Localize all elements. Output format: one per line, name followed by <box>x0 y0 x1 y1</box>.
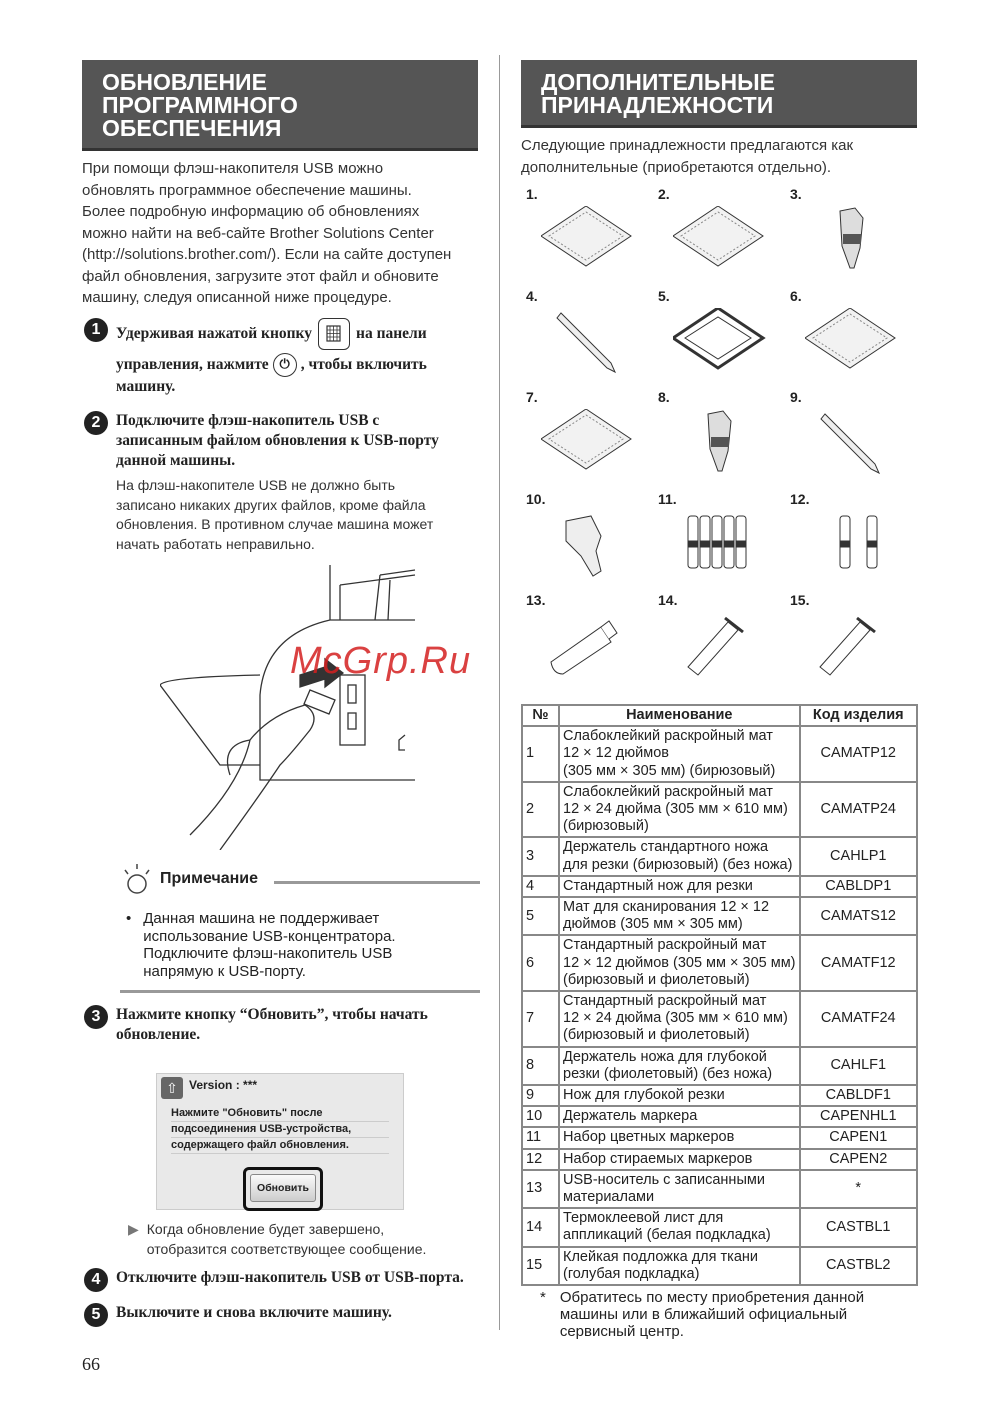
text-line: (305 мм × 305 мм) (бирюзовый) <box>563 762 776 779</box>
table-row <box>522 991 917 1047</box>
cell-name <box>559 782 800 838</box>
accessory-sheet-icon <box>805 612 900 682</box>
column-header-name: Наименование <box>559 705 800 726</box>
cell-name <box>559 1149 800 1170</box>
text-line: Слабоклейкий раскройный мат <box>563 728 773 745</box>
accessory-holder-icon <box>805 206 900 276</box>
cell-name <box>559 897 800 935</box>
cell-name <box>559 991 800 1047</box>
accessory-pens-icon <box>673 511 768 581</box>
cell-number: 12 <box>522 1149 559 1170</box>
section-title-software-update <box>82 60 478 151</box>
cell-name <box>559 1106 800 1127</box>
cell-number: 14 <box>522 1208 559 1246</box>
usb-insertion-illustration <box>160 565 420 850</box>
step-text: машину. <box>116 378 176 395</box>
accessory-item <box>658 491 768 586</box>
step-number: 2 <box>84 411 108 435</box>
note-rule <box>120 990 480 993</box>
accessory-item <box>526 491 636 586</box>
text-line: использование USB-концентратора. <box>143 927 396 945</box>
cell-number: 2 <box>522 782 559 838</box>
accessory-usb-icon <box>541 612 636 682</box>
table-row <box>522 1047 917 1085</box>
text-line: отобразится соответствующее сообщение. <box>146 1240 427 1257</box>
intro-paragraph <box>82 158 482 309</box>
table-row <box>522 876 917 897</box>
text-line: Нажмите "Обновить" после <box>171 1106 389 1122</box>
text-line: Стандартный нож для резки <box>563 877 753 894</box>
text-line: Слабоклейкий раскройный мат <box>563 783 773 800</box>
text-line: дюймов (305 мм × 305 мм) <box>563 916 743 933</box>
table-row <box>522 1149 917 1170</box>
text-line: Клейкая подложка для ткани <box>563 1248 758 1265</box>
accessory-sheet-icon <box>673 612 768 682</box>
title-line: ОБНОВЛЕНИЕ <box>102 69 267 95</box>
accessory-mat-icon <box>541 206 636 276</box>
grid-button-icon <box>318 318 350 350</box>
text-line: Мат для сканирования 12 × 12 <box>563 899 770 916</box>
step-number: 1 <box>84 318 108 342</box>
triangle-arrow-icon: ▶ <box>128 1221 139 1237</box>
step-text: , чтобы включить <box>300 356 427 373</box>
step-text: Отключите флэш-накопитель USB от USB-порта. <box>116 1269 464 1286</box>
accessory-item <box>526 592 636 687</box>
column-divider <box>499 55 500 1330</box>
accessory-number: 9. <box>790 389 802 405</box>
text-line: (бирюзовый и фиолетовый) <box>563 971 750 988</box>
accessory-blade-icon <box>541 308 636 378</box>
table-row <box>522 1085 917 1106</box>
footnote <box>540 1289 921 1340</box>
title-line: ОБЕСПЕЧЕНИЯ <box>102 115 282 141</box>
cell-code: * <box>800 1170 917 1208</box>
accessory-number: 8. <box>658 389 670 405</box>
text-line: Когда обновление будет завершено, <box>146 1221 385 1237</box>
accessory-number: 12. <box>790 490 810 507</box>
table-header-row <box>522 705 917 726</box>
table-row <box>522 935 917 991</box>
accessory-item <box>526 288 636 383</box>
accessory-item <box>658 592 768 687</box>
text-line: начать работать неправильно. <box>116 535 315 552</box>
accessory-item <box>790 288 900 383</box>
accessory-number: 13. <box>526 592 546 608</box>
step-1 <box>84 318 484 397</box>
step-2-detail <box>116 476 486 554</box>
table-row <box>522 1170 917 1208</box>
accessory-blade-icon <box>805 409 900 479</box>
table-row <box>522 782 917 838</box>
step-number: 5 <box>84 1303 108 1327</box>
table-row <box>522 837 917 875</box>
page-number: 66 <box>82 1354 100 1374</box>
cell-name <box>559 1247 800 1285</box>
step-number: 3 <box>84 1005 108 1029</box>
bullet-icon: • <box>126 910 132 927</box>
text-line: записано никаких других файлов, кроме файла <box>116 496 426 513</box>
step-text: Подключите флэш-накопитель USB с <box>116 412 380 429</box>
accessory-item <box>790 491 900 586</box>
accessory-item <box>790 389 900 484</box>
text-line: машину, следуя описанной ниже процедуре. <box>82 289 392 306</box>
accessory-mat-icon <box>673 206 768 276</box>
accessory-pens2-icon <box>805 511 900 581</box>
accessories-intro <box>521 135 921 178</box>
text-line: 12 × 12 дюймов <box>563 745 669 762</box>
cell-name <box>559 1170 800 1208</box>
cell-code: CAHLF1 <box>800 1047 917 1085</box>
note-title: Примечание <box>160 870 259 887</box>
accessory-item <box>658 288 768 383</box>
accessory-penholder-icon <box>541 511 636 581</box>
text-line: для резки (бирюзовый) (без ножа) <box>563 856 793 873</box>
cell-number: 8 <box>522 1047 559 1085</box>
cell-code: CABLDF1 <box>800 1085 917 1106</box>
cell-code: CAPEN2 <box>800 1149 917 1170</box>
note-item <box>126 910 480 980</box>
step-text: управления, нажмите <box>116 356 269 373</box>
accessory-mat-icon <box>805 308 900 378</box>
cell-number: 4 <box>522 876 559 897</box>
text-line: Термоклеевой лист для <box>563 1210 724 1227</box>
accessories-table-wrap <box>521 704 921 1340</box>
text-line: При помощи флэш-накопителя USB можно <box>82 160 384 177</box>
title-line: ПРОГРАММНОГО <box>102 92 298 118</box>
step-text: Нажмите кнопку “Обновить”, чтобы начать <box>116 1006 428 1023</box>
result-message <box>128 1220 426 1259</box>
cell-number: 5 <box>522 897 559 935</box>
text-line: обновления. В противном случае машина может <box>116 516 434 532</box>
cell-name <box>559 1085 800 1106</box>
accessories-table <box>521 704 918 1286</box>
step-text: данной машины. <box>116 452 236 469</box>
column-header-number: № <box>522 705 559 726</box>
text-line: аппликаций (белая подкладка) <box>563 1227 771 1244</box>
footnote-mark: * <box>540 1289 546 1307</box>
note-box <box>120 862 480 993</box>
cell-code: CASTBL2 <box>800 1247 917 1285</box>
text-line: дополнительные (приобретаются отдельно). <box>521 158 832 176</box>
accessory-number: 2. <box>658 186 670 202</box>
text-line: напрямую к USB-порту. <box>143 962 306 980</box>
step-2 <box>84 411 484 471</box>
text-line: Держатель ножа для глубокой <box>563 1048 767 1065</box>
table-row <box>522 1106 917 1127</box>
text-line: подсоединения USB-устройства, <box>171 1122 389 1138</box>
accessory-number: 7. <box>526 389 538 405</box>
cell-code: CAMATS12 <box>800 897 917 935</box>
step-text: Удерживая нажатой кнопку <box>116 325 313 342</box>
cell-code: CAMATF24 <box>800 991 917 1047</box>
accessory-number: 5. <box>658 287 670 304</box>
step-text: на панели <box>356 325 427 342</box>
text-line: Стандартный раскройный мат <box>563 937 767 954</box>
text-line: Держатель стандартного ножа <box>563 839 769 856</box>
table-row <box>522 1247 917 1285</box>
update-button-highlight <box>243 1167 323 1211</box>
text-line: Подключите флэш-накопитель USB <box>143 945 393 962</box>
text-line: 12 × 12 дюймов (305 мм × 305 мм) <box>563 954 796 971</box>
cell-number: 3 <box>522 837 559 875</box>
text-line: Следующие принадлежности предлагаются как <box>521 137 854 154</box>
step-4 <box>84 1268 494 1292</box>
text-line: содержащего файл обновления. <box>171 1138 389 1154</box>
text-line: Данная машина не поддерживает <box>143 910 380 927</box>
cell-number: 1 <box>522 726 559 782</box>
text-line: можно найти на веб-сайте Brother Solutions Center <box>82 224 434 242</box>
cell-name <box>559 935 800 991</box>
update-arrow-icon: ⇧ <box>161 1077 183 1099</box>
text-line: 12 × 24 дюйма (305 мм × 610 мм) <box>563 1010 788 1027</box>
step-number: 4 <box>84 1268 108 1292</box>
cell-name <box>559 876 800 897</box>
note-rule <box>274 881 480 884</box>
text-line: Нож для глубокой резки <box>563 1087 725 1104</box>
text-line: файл обновления, загрузите этот файл и обновите <box>82 267 439 285</box>
accessory-number: 6. <box>790 287 802 304</box>
cell-code: CAPEN1 <box>800 1127 917 1148</box>
text-line: (http://solutions.brother.com/). Если на сайте доступен <box>82 246 452 263</box>
accessory-item <box>790 592 900 687</box>
text-line: обновлять программное обеспечение машины. <box>82 181 412 199</box>
text-line: резки (фиолетовый) (без ножа) <box>563 1065 773 1082</box>
watermark: McGrp.Ru <box>290 640 472 682</box>
text-line: (бирюзовый) <box>563 818 649 835</box>
accessory-number: 11. <box>658 490 677 507</box>
text-line: USB-носитель с записанными <box>563 1171 765 1188</box>
cell-name <box>559 1208 800 1246</box>
step-text: записанным файлом обновления к USB-порту <box>116 432 439 449</box>
version-label: Version : *** <box>189 1078 258 1092</box>
text-line: Стандартный раскройный мат <box>563 993 767 1010</box>
step-3 <box>84 1005 484 1045</box>
table-row <box>522 1208 917 1246</box>
accessory-holder-icon <box>673 409 768 479</box>
title-line: ПРИНАДЛЕЖНОСТИ <box>541 92 774 118</box>
table-row <box>522 1127 917 1148</box>
text-line: На флэш-накопителе USB не должно быть <box>116 477 396 493</box>
cell-code: CAPENHL1 <box>800 1106 917 1127</box>
accessory-scanmat-icon <box>673 308 768 378</box>
power-button-icon: ⏻ <box>273 353 297 377</box>
text-line: (бирюзовый и фиолетовый) <box>563 1027 750 1044</box>
text-line: 12 × 24 дюйма (305 мм × 610 мм) <box>563 801 788 818</box>
cell-name <box>559 837 800 875</box>
column-header-code: Код изделия <box>800 705 917 726</box>
cell-number: 11 <box>522 1127 559 1148</box>
lightbulb-icon <box>120 862 154 896</box>
title-line: ДОПОЛНИТЕЛЬНЫЕ <box>541 69 775 95</box>
text-line: Набор стираемых маркеров <box>563 1150 753 1167</box>
accessory-item <box>658 186 768 281</box>
text-line: (голубая подкладка) <box>563 1265 700 1282</box>
cell-name <box>559 1047 800 1085</box>
text-line: Набор цветных маркеров <box>563 1129 735 1146</box>
cell-code: CABLDP1 <box>800 876 917 897</box>
cell-code: CAMATP24 <box>800 782 917 838</box>
table-row <box>522 726 917 782</box>
step-5 <box>84 1303 494 1327</box>
accessory-number: 1. <box>526 186 538 202</box>
section-title-accessories <box>521 60 917 128</box>
cell-code: CAMATF12 <box>800 935 917 991</box>
cell-number: 15 <box>522 1247 559 1285</box>
cell-code: CAMATP12 <box>800 726 917 782</box>
cell-code: CAHLP1 <box>800 837 917 875</box>
text-line: машины или в ближайший официальный <box>559 1306 848 1324</box>
cell-number: 13 <box>522 1170 559 1208</box>
accessory-number: 4. <box>526 287 538 304</box>
cell-number: 9 <box>522 1085 559 1106</box>
accessory-mat-icon <box>541 409 636 479</box>
accessory-number: 10. <box>526 490 546 507</box>
accessories-grid <box>521 186 917 696</box>
text-line: Более подробную информацию об обновлениях <box>82 203 420 220</box>
cell-number: 6 <box>522 935 559 991</box>
text-line: Держатель маркера <box>563 1108 698 1125</box>
accessory-item <box>526 389 636 484</box>
text-line: сервисный центр. <box>559 1323 684 1341</box>
accessory-item <box>790 186 900 281</box>
update-screen <box>156 1073 404 1210</box>
cell-name <box>559 726 800 782</box>
accessory-item <box>658 389 768 484</box>
accessory-item <box>526 186 636 281</box>
table-row <box>522 897 917 935</box>
step-text: Выключите и снова включите машину. <box>116 1304 392 1321</box>
text-line: материалами <box>563 1189 655 1206</box>
accessory-number: 15. <box>790 592 810 608</box>
step-text: обновление. <box>116 1026 201 1043</box>
cell-number: 7 <box>522 991 559 1047</box>
cell-name <box>559 1127 800 1148</box>
accessory-number: 14. <box>658 592 678 608</box>
text-line: Обратитесь по месту приобретения данной <box>559 1289 865 1307</box>
cell-number: 10 <box>522 1106 559 1127</box>
accessory-number: 3. <box>790 186 802 202</box>
update-button[interactable]: Обновить <box>250 1174 316 1202</box>
cell-code: CASTBL1 <box>800 1208 917 1246</box>
